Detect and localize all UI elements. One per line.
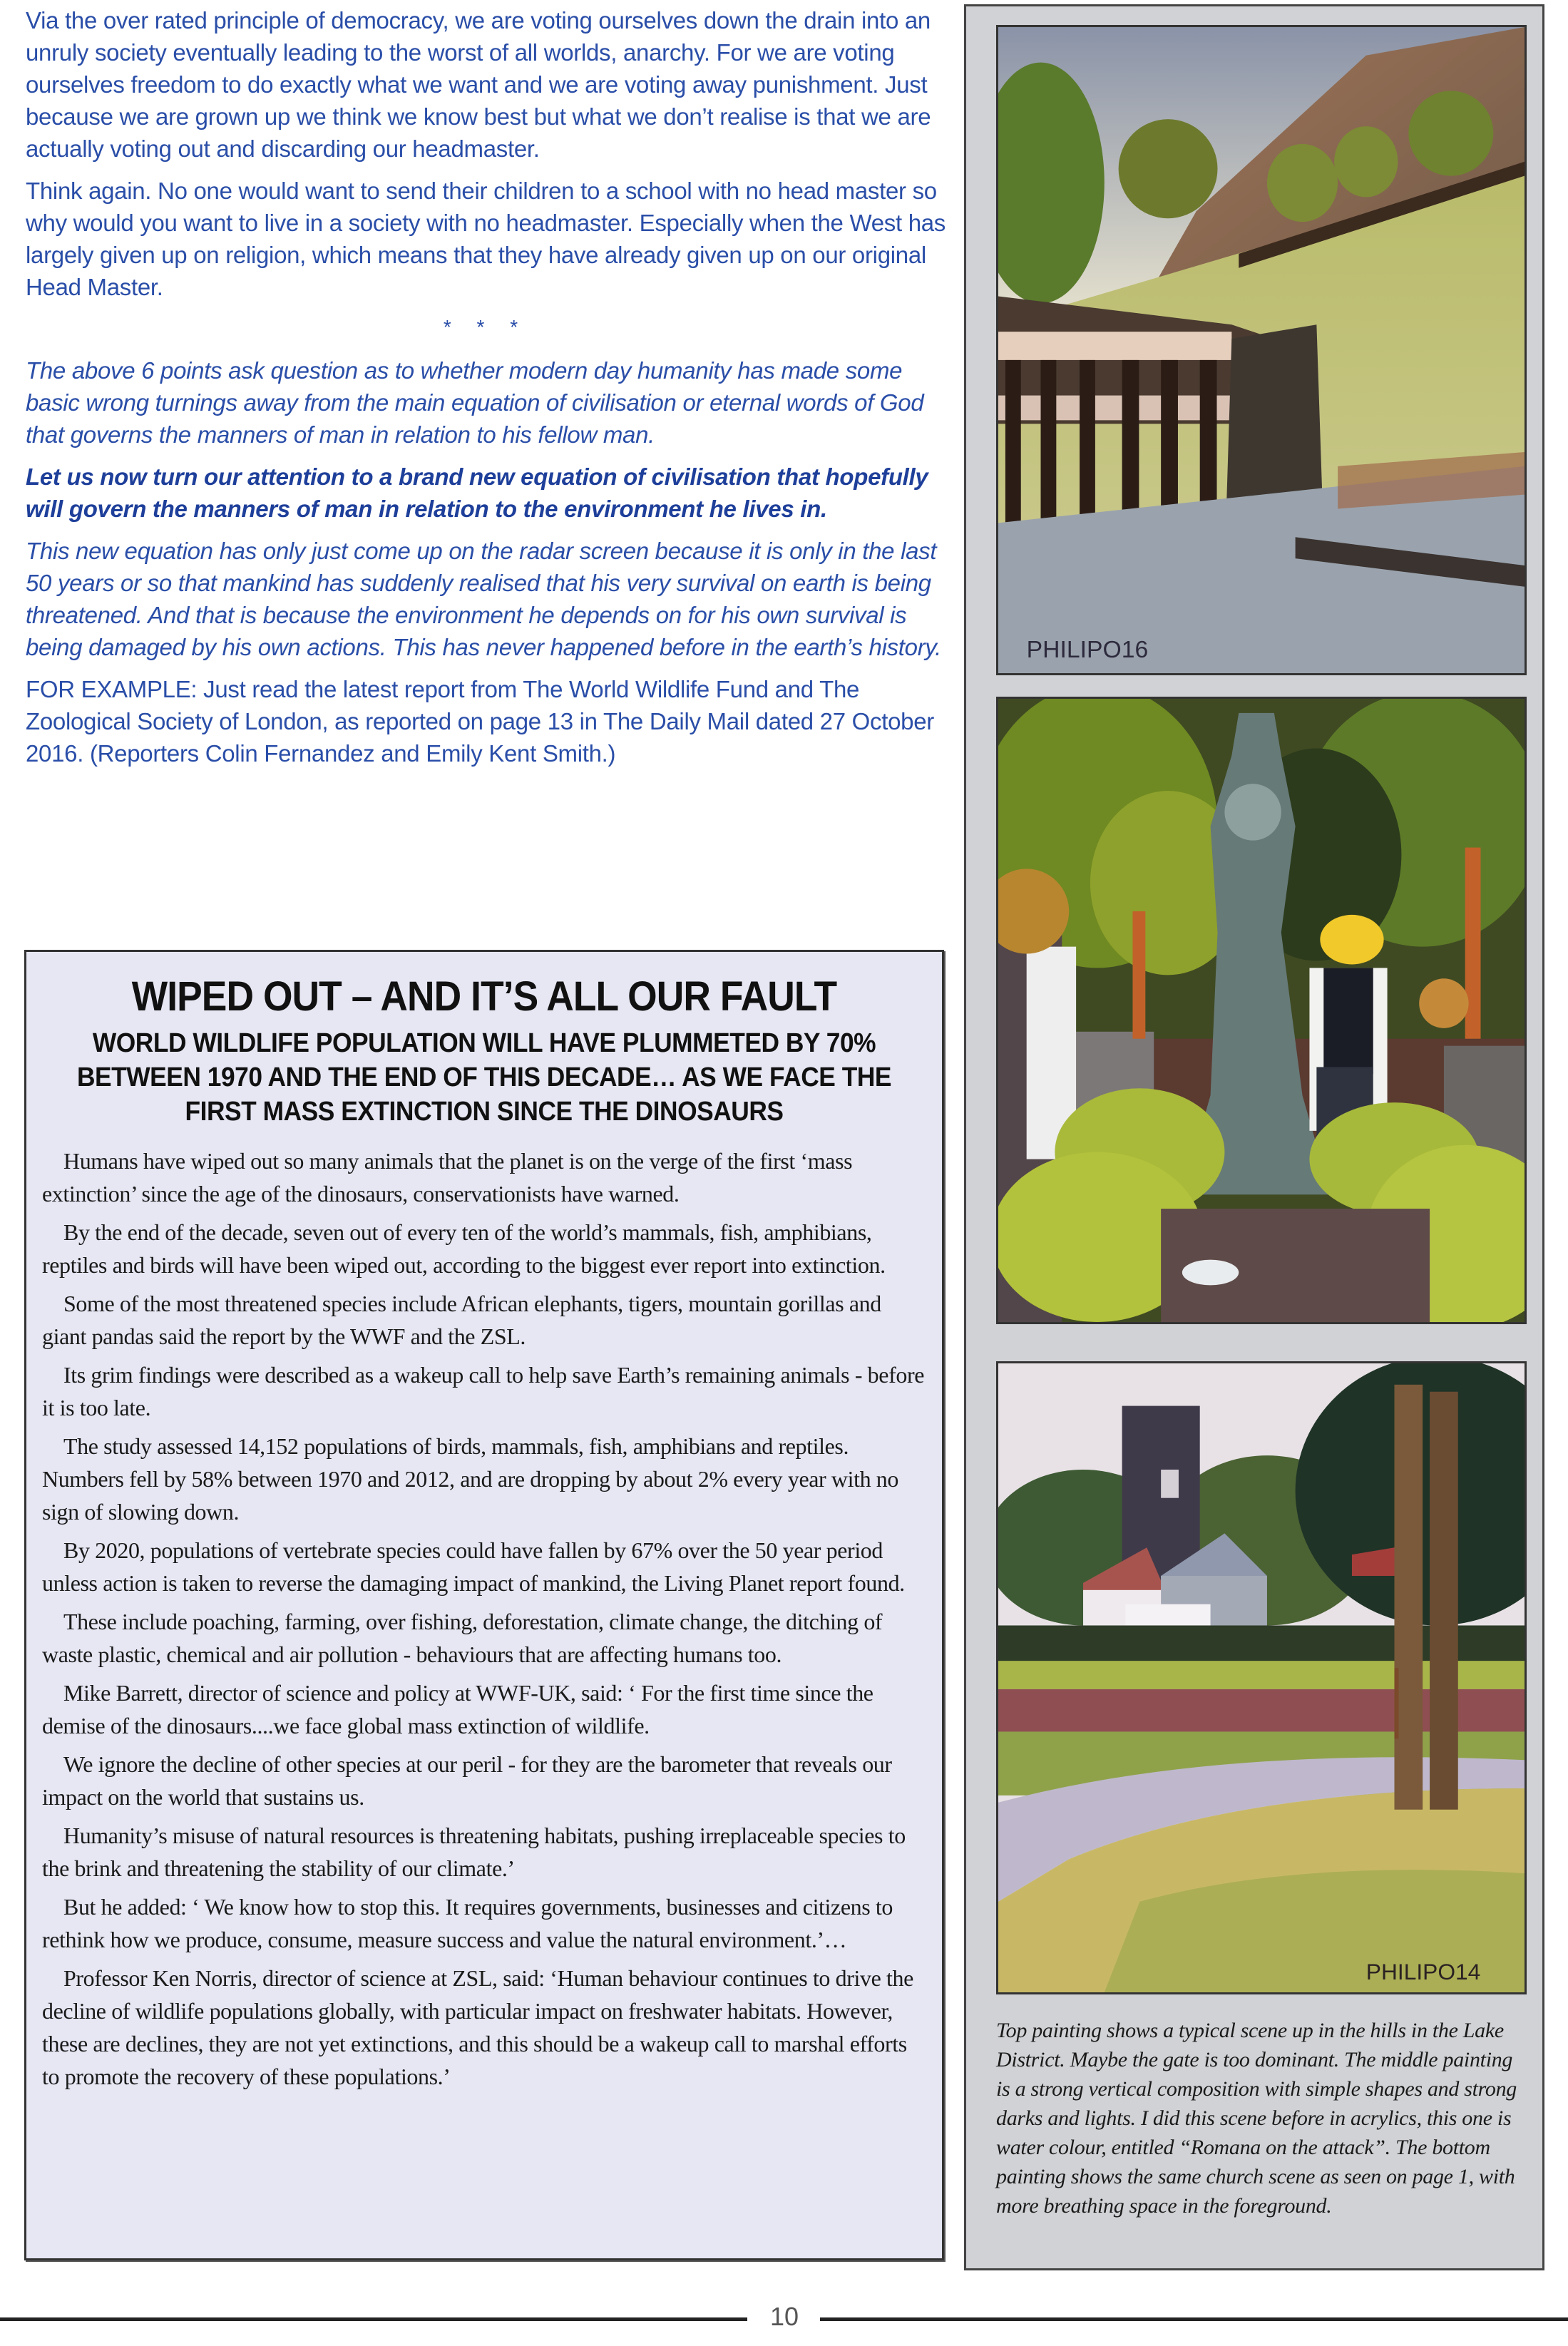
painting-image xyxy=(998,699,1525,1322)
news-article-box xyxy=(24,950,944,2260)
paintings-sidebar xyxy=(964,4,1544,2270)
article-subheadline: WORLD WILDLIFE POPULATION WILL HAVE PLUMMETED BY 70% BETWEEN 1970 AND THE END OF THIS DECADE… AS WE FACE THE FIRST MASS EXTINCTION SINCE THE DINOSAURS xyxy=(76,1028,892,1127)
paintings-caption: Top painting shows a typical scene up in the hills in the Lake District. Maybe the gate is too dominant. The middle painting is a strong vertical composition with simple shapes and strong darks and lights. I did this scene before in acrylics, this one is water colour, entitled “Romana on the attack”. The bottom painting shows the same church scene as seen on page 1, with more breathing space in the foreground. xyxy=(996,2019,1517,2218)
article-paragraph: Humans have wiped out so many animals that the planet is on the verge of the first ‘mass extinction’ since the age of the dinosaurs, conservationists have warned. xyxy=(42,1148,853,1207)
section-separator: * * * xyxy=(443,316,528,338)
painting-image xyxy=(998,27,1525,673)
painting-image xyxy=(998,1363,1525,1992)
article-paragraph: Its grim findings were described as a wakeup call to help save Earth’s remaining animals - before it is too late. xyxy=(42,1362,924,1420)
footer-rule-left xyxy=(0,2317,747,2321)
article-paragraph: But he added: ‘ We know how to stop this. It requires governments, businesses and citizens to rethink how we produce, consume, measure success and value the natural environment.’… xyxy=(42,1894,893,1952)
article-paragraph: These include poaching, farming, over fishing, deforestation, climate change, the ditching of waste plastic, chemical and air pollution - behaviours that are affecting humans too. xyxy=(42,1609,883,1667)
intro-italic-paragraph: This new equation has only just come up on the radar screen because it is only in the last 50 years or so that mankind has suddenly realised that his very survival on earth is being threatened. And that is because the environment he depends on for his own survival is being damaged by his own actions. This has never happened before in the earth’s history. xyxy=(26,538,942,660)
painting-signature: PHILIPO14 xyxy=(1365,1959,1481,1985)
painting-romana-on-the-attack xyxy=(996,697,1527,1324)
painting-church-scene xyxy=(996,1361,1527,1994)
intro-emphasis-paragraph: Let us now turn our attention to a brand new equation of civilisation that hopefully will govern the manners of man in relation to the environment he lives in. xyxy=(26,463,928,522)
intro-column xyxy=(26,0,946,779)
article-paragraph: Some of the most threatened species include African elephants, tigers, mountain gorillas and giant pandas said the report by the WWF and the ZSL. xyxy=(42,1291,881,1349)
intro-example-paragraph: FOR EXAMPLE: Just read the latest report from The World Wildlife Fund and The Zoological Society of London, as reported on page 13 in The Daily Mail dated 27 October 2016. (Reporters Colin Fernandez and Emily Kent Smith.) xyxy=(26,676,934,767)
intro-paragraph: Think again. No one would want to send their children to a school with no head master so why would you want to live in a society with no headmaster. Especially when the West has largely given up on religion, which means that they have already given up on our original Head Master. xyxy=(26,178,946,300)
painting-lake-district-gate xyxy=(996,25,1527,675)
article-paragraph: By 2020, populations of vertebrate species could have fallen by 67% over the 50 year period unless action is taken to reverse the damaging impact of mankind, the Living Planet report found. xyxy=(42,1537,905,1596)
article-paragraph: Mike Barrett, director of science and policy at WWF-UK, said: ‘ For the first time since the demise of the dinosaurs....we face global mass extinction of wildlife. xyxy=(42,1680,873,1738)
article-paragraph: Humanity’s misuse of natural resources is threatening habitats, pushing irreplaceable species to the brink and threatening the stability of our climate.’ xyxy=(42,1823,906,1881)
article-paragraph: Professor Ken Norris, director of science at ZSL, said: ‘Human behaviour continues to drive the decline of wildlife populations globally, with particular impact on freshwater habitats. However, these are declines, they are not yet extinctions, and this should be a wakeup call to marshal efforts to promote the recovery of these populations.’ xyxy=(42,1965,913,2089)
intro-italic-paragraph: The above 6 points ask question as to whether modern day humanity has made some basic wrong turnings away from the main equation of civilisation or eternal words of God that governs the manners of man in relation to his fellow man. xyxy=(26,357,924,448)
painting-signature: PHILIPO16 xyxy=(1026,636,1149,664)
footer-rule-right xyxy=(820,2317,1568,2321)
intro-paragraph: Via the over rated principle of democracy, we are voting ourselves down the drain into an unruly society eventually leading to the worst of all worlds, anarchy. For we are voting ourselves freedom to do exactly what we want and we are voting away punishment. Just because we are grown up we think we know best but what we don’t realise is that we are actually voting out and discarding our headmaster. xyxy=(26,7,931,162)
intro-text xyxy=(26,0,946,769)
article-paragraph: By the end of the decade, seven out of every ten of the world’s mammals, fish, amphibians, reptiles and birds will have been wiped out, according to the biggest ever report into extinction. xyxy=(42,1219,886,1278)
page-number: 10 xyxy=(769,2302,799,2331)
article-paragraph: The study assessed 14,152 populations of birds, mammals, fish, amphibians and reptiles. Numbers fell by 58% between 1970 and 2012, and are dropping by about 2% every year with no sign of slowing down. xyxy=(42,1433,899,1525)
article-headline: WIPED OUT – AND IT’S ALL OUR FAULT xyxy=(131,973,837,1020)
article-paragraph: We ignore the decline of other species at our peril - for they are the barometer that reveals our impact on the world that sustains us. xyxy=(42,1751,892,1810)
